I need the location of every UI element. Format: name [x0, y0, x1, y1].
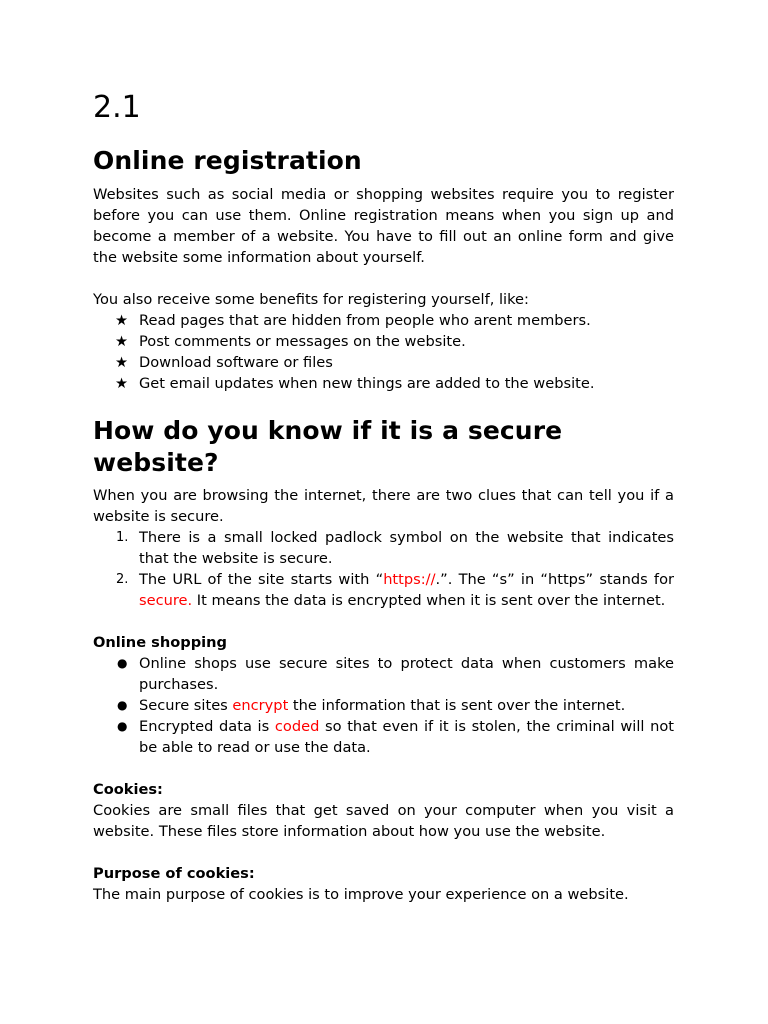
benefit-text: Read pages that are hidden from people who arent members.: [139, 312, 591, 329]
heading-purpose-of-cookies: Purpose of cookies:: [93, 865, 255, 882]
list-item: [93, 569, 674, 611]
list-item: [93, 695, 674, 716]
https-highlight: https://: [383, 571, 436, 588]
list-item: [93, 716, 674, 758]
benefit-text: Post comments or messages on the website.: [139, 333, 466, 350]
benefits-intro: You also receive some benefits for registering yourself, like:: [93, 291, 529, 308]
secure-clues-list: [93, 527, 674, 611]
list-number: 2.: [116, 572, 129, 587]
heading-online-shopping: Online shopping: [93, 634, 228, 651]
star-icon: ★: [115, 312, 129, 329]
shopping-text: Online shops use secure sites to protect data when customers make purchases.: [139, 655, 674, 693]
benefit-text: Get email updates when new things are added to the website.: [139, 375, 595, 392]
heading-cookies: Cookies:: [93, 781, 163, 798]
purpose-text: The main purpose of cookies is to improve your experience on a website.: [93, 886, 629, 903]
clue-text-part: It means the data is encrypted when it is sent over the internet.: [192, 592, 666, 609]
encrypt-highlight: encrypt: [232, 697, 289, 714]
list-number: 1.: [116, 530, 129, 545]
star-icon: ★: [115, 375, 129, 392]
clue-text-part: The URL of the site starts with “: [139, 571, 384, 588]
shopping-list: [93, 653, 674, 758]
star-icon: ★: [115, 333, 129, 350]
list-item: [93, 653, 674, 695]
shopping-text-part: Secure sites: [139, 697, 233, 714]
clue-text: There is a small locked padlock symbol on the website that indicates that the website is secure.: [139, 529, 674, 567]
star-icon: ★: [115, 354, 129, 371]
bullet-icon: ●: [117, 656, 128, 670]
list-item: [93, 373, 674, 394]
coded-highlight: coded: [274, 718, 320, 735]
clue-text-part: .”. The “s” in “https” stands for: [435, 571, 675, 588]
shopping-text-part: Encrypted data is: [139, 718, 275, 735]
list-item: [93, 310, 674, 331]
list-item: [93, 331, 674, 352]
heading-online-registration: Online registration: [93, 146, 362, 175]
benefits-list: [93, 310, 674, 394]
registration-intro: Websites such as social media or shopping websites require you to register before you can use them. Online registration means when you sign up and become a member of a website. You have to fill out an online form and give the website some information about yourself.: [93, 186, 674, 266]
bullet-icon: ●: [117, 719, 128, 733]
shopping-text-part: so that even if it is stolen, the criminal will not be able to read or use the data.: [139, 718, 674, 756]
bullet-icon: ●: [117, 698, 128, 712]
list-item: [93, 352, 674, 373]
secure-intro: When you are browsing the internet, there are two clues that can tell you if a website is secure.: [93, 487, 674, 525]
section-number: 2.1: [93, 90, 141, 125]
secure-highlight: secure.: [139, 592, 193, 609]
heading-secure-website: How do you know if it is a secure website?: [93, 416, 563, 477]
shopping-text-part: the information that is sent over the internet.: [288, 697, 626, 714]
benefit-text: Download software or files: [139, 354, 333, 371]
list-item: [93, 527, 674, 569]
cookies-text: Cookies are small files that get saved on your computer when you visit a website. These files store information about how you use the website.: [93, 802, 674, 840]
